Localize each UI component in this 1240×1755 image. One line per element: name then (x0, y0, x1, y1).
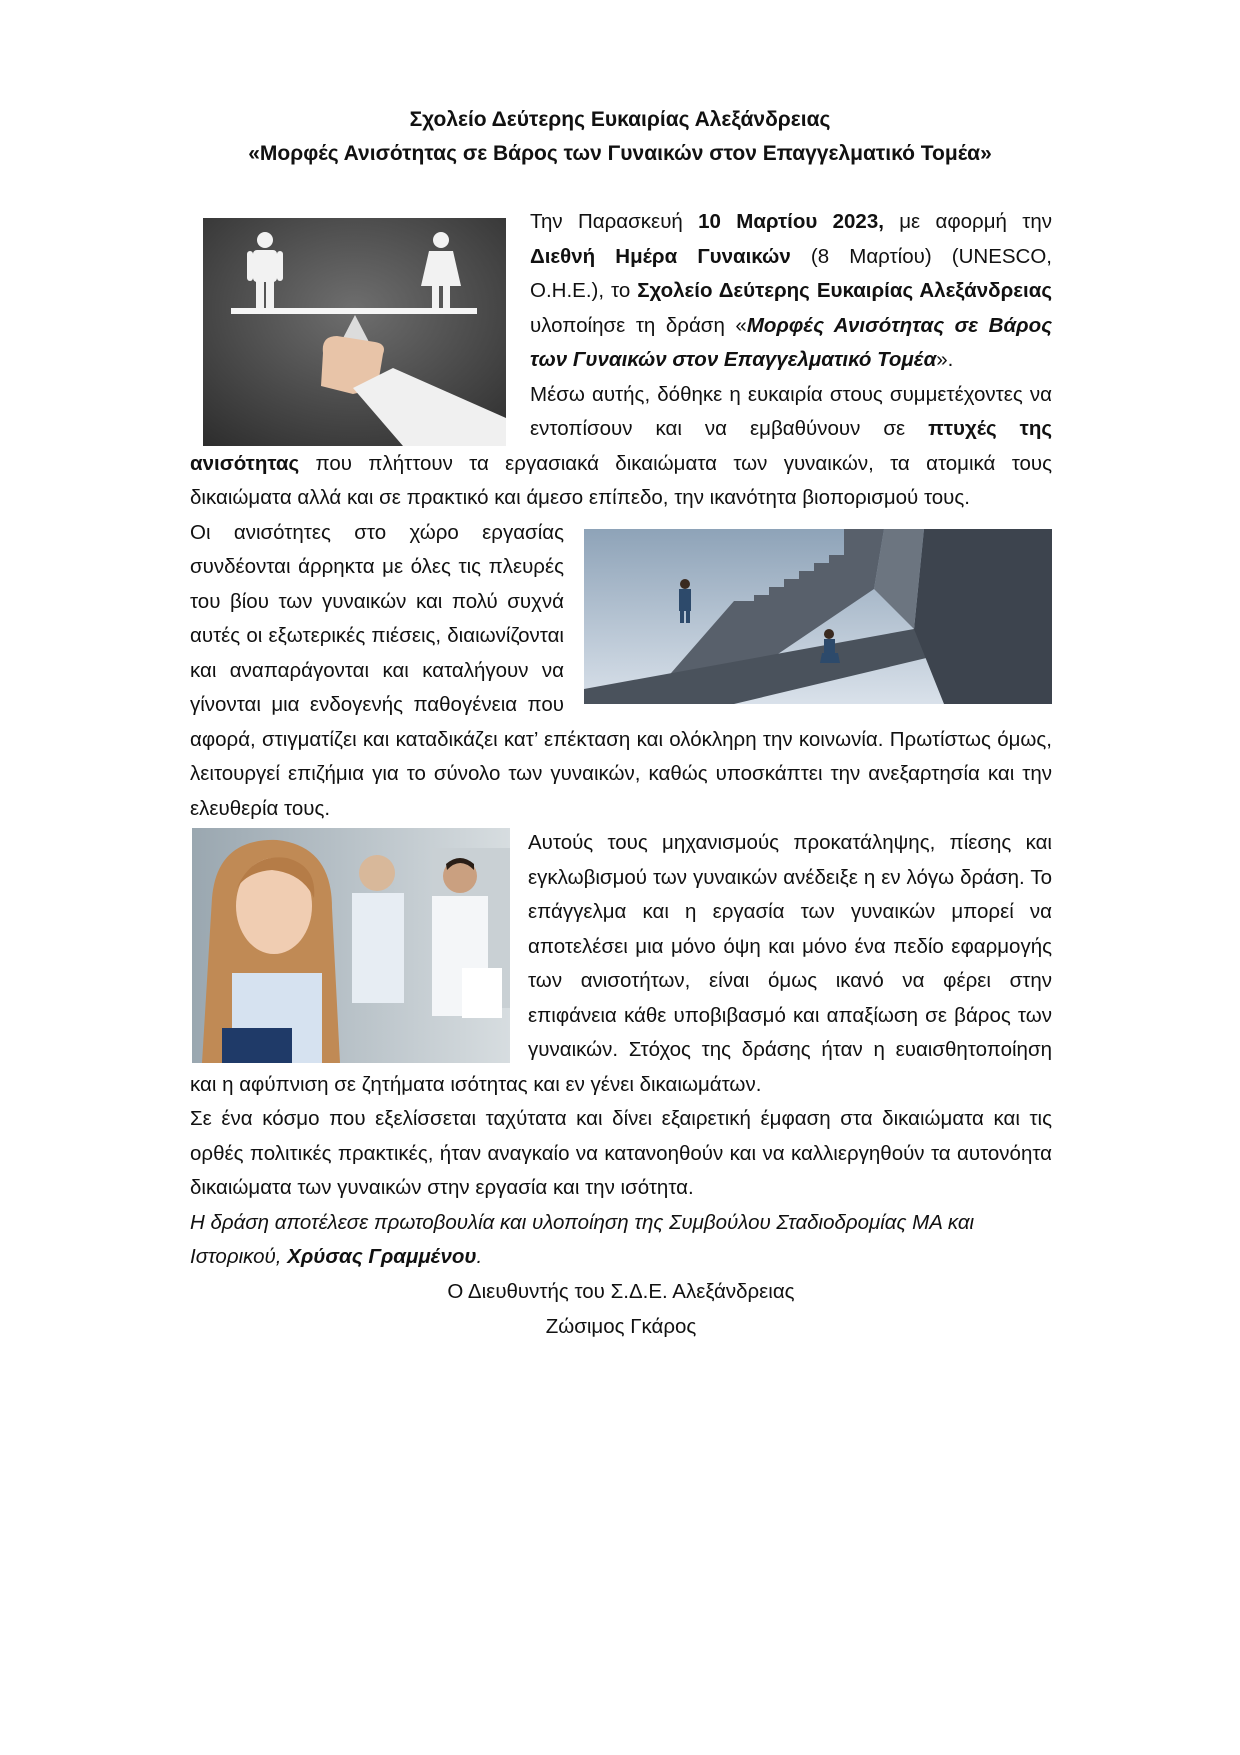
p2-text-2: που πλήττουν τα εργασιακά δικαιώματα των γυναικών, τα ατομικά τους δικαιώματα αλλά και σε πρακτικό και άμεσο επίπεδο, την ικανότητα βιοπορισμού τους. (190, 451, 1052, 509)
signature-role: Ο Διευθυντής του Σ.Δ.Ε. Αλεξάνδρειας (447, 1280, 795, 1303)
gender-balance-image (203, 218, 506, 446)
p1-school-name: Σχολείο Δεύτερης Ευκαιρίας Αλεξάνδρειας (637, 279, 1052, 302)
article-body (190, 205, 1052, 1275)
p6-text-2: . (476, 1245, 483, 1268)
p1-text-3: (8 Μαρτίου) (UNESCO, Ο.Η.Ε.), το (530, 244, 1053, 302)
p1-action-title: Μορφές Ανισότητας σε Βάρος των Γυναικών στον Επαγγελματικό Τομέα (530, 313, 1053, 371)
paragraph-5: Σε ένα κόσμο που εξελίσσεται ταχύτατα και δίνει εξαιρετική έμφαση στα δικαιώματα και τις ορθές πολιτικές πρακτικές, ήταν αναγκαίο να κατανοηθούν και να καλλιεργηθούν τα αυτονόητα δικαιώματα των γυναικών στην εργασία και την ισότητα. (190, 1107, 1052, 1199)
career-stairs-image (584, 529, 1052, 704)
p1-text-1: Την Παρασκευή (530, 210, 699, 233)
paragraph-3: Οι ανισότητες στο χώρο εργασίας συνδέονται άρρηκτα με όλες τις πλευρές του βίου των γυναικών και πολύ συχνά αυτές οι εξωτερικές πιέσεις, διαιωνίζονται και αναπαράγονται και καταλήγουν να γίνονται μια ενδογενής παθογένεια που αφορά, στιγματίζει και καταδικάζει κατ’ επέκταση και ολόκληρη την κοινωνία. Πρωτίστως όμως, λειτουργεί επιζήμια για το σύνολο των γυναικών, καθώς υποσκάπτει την ανεξαρτησία και την ελευθερία τους. (190, 520, 1052, 820)
p1-womens-day: Διεθνή Ημέρα Γυναικών (530, 244, 791, 268)
p2-text-1: Μέσω αυτής, δόθηκε η ευκαιρία στους συμμετέχοντες να εντοπίσουν και να εμβαθύνουν σε (530, 382, 1052, 440)
title-line-1: Σχολείο Δεύτερης Ευκαιρίας Αλεξάνδρειας (409, 108, 831, 131)
p6-author-name: Χρύσας Γραμμένου (287, 1245, 477, 1268)
p2-emphasis: πτυχές της ανισότητας (190, 417, 1052, 475)
p1-text-5: ». (936, 348, 954, 371)
document-title (150, 103, 1090, 171)
signature-name: Ζώσιμος Γκάρος (545, 1314, 697, 1338)
office-woman-image (192, 828, 510, 1063)
p1-text-2: με αφορμή την (883, 210, 1052, 233)
p1-text-4: υλοποίησε τη δράση « (530, 313, 747, 337)
title-line-2: «Μορφές Ανισότητας σε Βάρος των Γυναικών στον Επαγγελματικό Τομέα» (248, 142, 992, 165)
p1-date: 10 Μαρτίου 2023, (698, 210, 884, 233)
signature-block (190, 1275, 1052, 1344)
paragraph-6 (190, 1206, 1052, 1275)
paragraph-4: Αυτούς τους μηχανισμούς προκατάληψης, πίεσης και εγκλωβισμού των γυναικών ανέδειξε η εν λόγω δράση. Το επάγγελμα και η εργασία των γυναικών μπορεί να αποτελέσει μια μόνο όψη και μόνο ένα πεδίο εφαρμογής των ανισοτήτων, είναι όμως ικανό να φέρει στην επιφάνεια κάθε υποβιβασμό και απαξίωση σε βάρος των γυναικών. Στόχος της δράσης ήταν η ευαισθητοποίηση και η αφύπνιση σε ζητήματα ισότητας και εν γένει δικαιωμάτων. (190, 831, 1052, 1096)
p6-text-1: Η δράση αποτέλεσε πρωτοβουλία και υλοποίηση της Συμβούλου Σταδιοδρομίας ΜΑ και Ιστορικού, (190, 1210, 975, 1268)
